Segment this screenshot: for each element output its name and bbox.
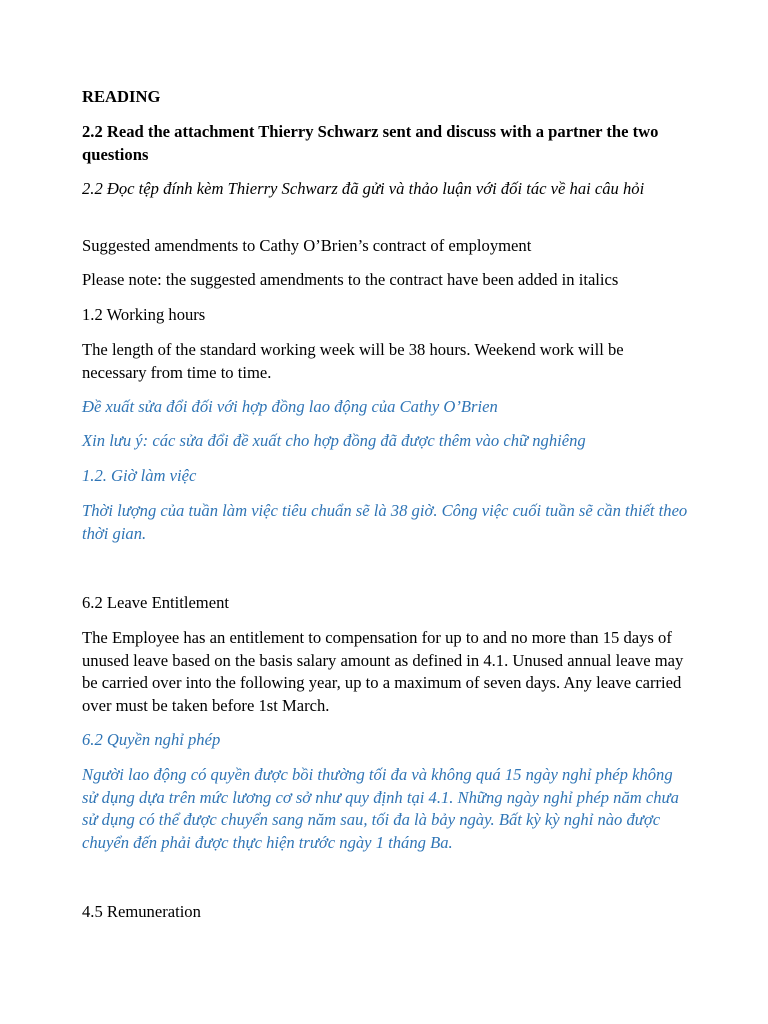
translation-leave-heading: 6.2 Quyền nghỉ phép (82, 730, 221, 749)
working-hours-heading: 1.2 Working hours (82, 305, 206, 324)
translation-note: Xin lưu ý: các sửa đổi đề xuất cho hợp đồng đã được thêm vào chữ nghiêng (82, 431, 586, 450)
amendments-title: Suggested amendments to Cathy O’Brien’s contract of employment (82, 236, 532, 255)
task-instruction-vi: 2.2 Đọc tệp đính kèm Thierry Schwarz đã gửi và thảo luận với đối tác về hai câu hỏi (82, 179, 645, 198)
translation-title: Đề xuất sửa đổi đối với hợp đồng lao động của Cathy O’Brien (82, 397, 498, 416)
amendments-note: Please note: the suggested amendments to the contract have been added in italics (82, 270, 619, 289)
leave-entitlement-body: The Employee has an entitlement to compensation for up to and no more than 15 days of unused leave based on the basis salary amount as defined in 4.1. Unused annual leave may be carried over into the following year, up to a maximum of seven days. Any leave carried over must be taken before 1st March. (82, 628, 684, 715)
remuneration-heading: 4.5 Remuneration (82, 902, 201, 921)
translation-leave-body: Người lao động có quyền được bồi thường tối đa và không quá 15 ngày nghỉ phép không sử dụng dựa trên mức lương cơ sở như quy định tại 4.1. Những ngày nghỉ phép năm chưa sử dụng có thể được chuyển sang năm sau, tối đa là bảy ngày. Bất kỳ kỳ nghỉ nào được chuyển đến phải được thực hiện trước ngày 1 tháng Ba. (82, 765, 679, 852)
translation-working-hours-heading: 1.2. Giờ làm việc (82, 466, 197, 485)
translation-working-hours-body: Thời lượng của tuần làm việc tiêu chuẩn sẽ là 38 giờ. Công việc cuối tuần sẽ cần thiết theo thời gian. (82, 501, 688, 543)
leave-entitlement-heading: 6.2 Leave Entitlement (82, 593, 229, 612)
task-instruction-en: 2.2 Read the attachment Thierry Schwarz sent and discuss with a partner the two questions (82, 122, 659, 164)
working-hours-body: The length of the standard working week will be 38 hours. Weekend work will be necessary from time to time. (82, 340, 624, 382)
reading-heading: READING (82, 87, 161, 106)
